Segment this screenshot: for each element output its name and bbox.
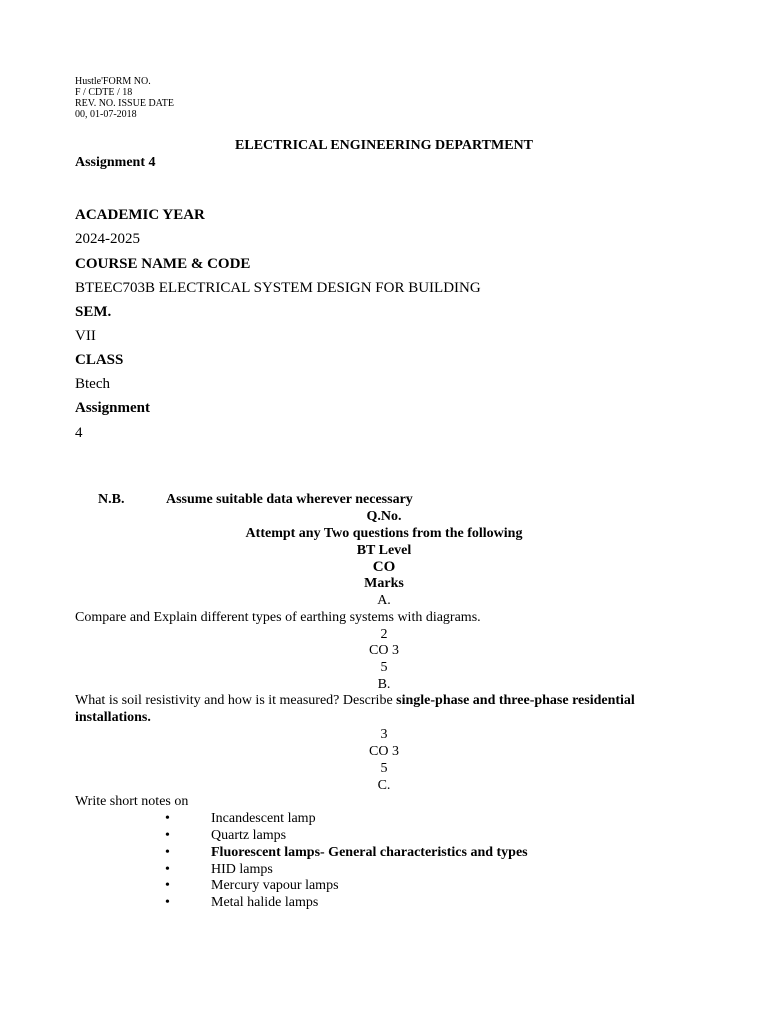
assignment-label: Assignment <box>75 400 151 416</box>
class-label: CLASS <box>75 352 124 368</box>
bullet-icon: • <box>165 828 170 843</box>
question-c-no: C. <box>377 778 391 793</box>
question-a-marks: 5 <box>380 660 388 675</box>
revision-label: REV. NO. ISSUE DATE <box>75 98 174 109</box>
question-a-text: Compare and Explain different types of earthing systems with diagrams. <box>75 610 481 625</box>
class-value: Btech <box>75 376 110 392</box>
question-b-text-line1 <box>75 693 635 709</box>
list-item: HID lamps <box>211 862 273 877</box>
bullet-icon: • <box>165 878 170 893</box>
course-label: COURSE NAME & CODE <box>75 256 251 272</box>
form-code: F / CDTE / 18 <box>75 87 133 98</box>
list-item: Mercury vapour lamps <box>211 878 339 893</box>
department-title: ELECTRICAL ENGINEERING DEPARTMENT <box>235 138 533 153</box>
question-a-bt: 2 <box>380 627 388 642</box>
marks-header: Marks <box>364 576 404 591</box>
question-b-text-plain: What is soil resistivity and how is it measured? Describe <box>75 693 397 708</box>
revision-date: 00, 01-07-2018 <box>75 109 137 120</box>
bullet-icon: • <box>165 895 170 910</box>
assignment-value: 4 <box>75 425 83 441</box>
question-a-no: A. <box>377 593 391 608</box>
sem-label: SEM. <box>75 304 112 320</box>
list-item: Quartz lamps <box>211 828 287 843</box>
question-b-marks: 5 <box>380 761 388 776</box>
form-no-label: Hustle'FORM NO. <box>75 76 151 87</box>
assignment-title: Assignment 4 <box>75 155 156 170</box>
sem-value: VII <box>75 328 96 344</box>
academic-year-value: 2024-2025 <box>75 231 140 247</box>
question-b-co: CO 3 <box>369 744 399 759</box>
nb-text: Assume suitable data wherever necessary <box>166 492 413 507</box>
list-item: Fluorescent lamps- General characteristics and types <box>211 845 528 860</box>
course-value: BTEEC703B ELECTRICAL SYSTEM DESIGN FOR BUILDING <box>75 280 481 296</box>
co-header: CO <box>372 559 396 575</box>
bt-level-header: BT Level <box>356 543 412 558</box>
question-b-text-line2: installations. <box>75 710 151 725</box>
bullet-icon: • <box>165 862 170 877</box>
question-c-text: Write short notes on <box>75 794 189 809</box>
question-b-text-bold: single-phase and three-phase residential <box>396 693 635 708</box>
question-b-no: B. <box>377 677 391 692</box>
instruction-header: Attempt any Two questions from the following <box>245 526 523 541</box>
qno-header: Q.No. <box>366 509 402 524</box>
academic-year-label: ACADEMIC YEAR <box>75 207 205 223</box>
list-item: Incandescent lamp <box>211 811 316 826</box>
question-a-co: CO 3 <box>369 643 399 658</box>
question-b-bt: 3 <box>380 727 388 742</box>
list-item: Metal halide lamps <box>211 895 319 910</box>
bullet-icon: • <box>165 811 170 826</box>
nb-label: N.B. <box>98 492 125 507</box>
bullet-icon: • <box>165 845 170 860</box>
